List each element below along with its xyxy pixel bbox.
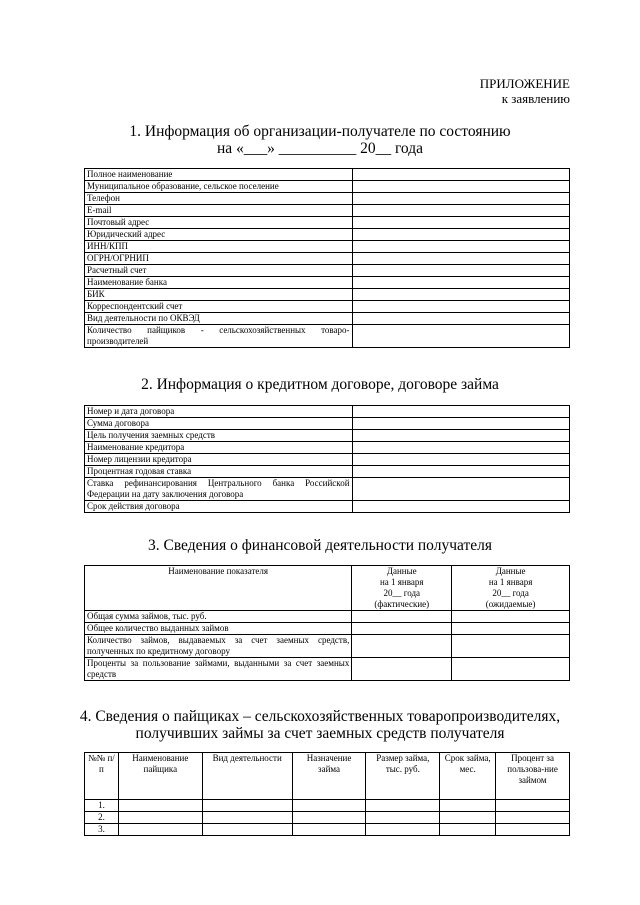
table-row: Наименование банка — [85, 277, 570, 289]
value-cell[interactable] — [292, 812, 366, 824]
table-row: Расчетный счет — [85, 265, 570, 277]
shareholders-table — [84, 752, 570, 836]
table-row: Корреспондентский счет — [85, 301, 570, 313]
table-row: Номер лицензии кредитора — [85, 454, 570, 466]
table-row: Срок действия договора — [85, 501, 570, 513]
value-cell[interactable] — [352, 478, 569, 501]
value-cell[interactable] — [452, 611, 570, 623]
value-cell[interactable] — [352, 277, 569, 289]
header-actual: Данные на 1 января 20__ года (фактические) — [352, 566, 452, 611]
value-cell[interactable] — [352, 253, 569, 265]
header-interest: Процент за пользова-ние займом — [496, 753, 570, 800]
value-cell[interactable] — [452, 635, 570, 658]
header-activity: Вид деятельности — [202, 753, 292, 800]
value-cell[interactable] — [496, 812, 570, 824]
header-term: Срок займа, мес. — [440, 753, 496, 800]
table-row: Цель получения заемных средств — [85, 430, 570, 442]
value-cell[interactable] — [352, 406, 569, 418]
value-cell[interactable] — [440, 812, 496, 824]
header-purpose: Назначение займа — [292, 753, 366, 800]
table-row: Телефон — [85, 193, 570, 205]
organization-info-table — [84, 168, 570, 348]
table-row: Общее количество выданных займов — [85, 623, 570, 635]
table-row: E-mail — [85, 205, 570, 217]
table-row: Муниципальное образование, сельское поселение — [85, 181, 570, 193]
table-row: Почтовый адрес — [85, 217, 570, 229]
table-row: Сумма договора — [85, 418, 570, 430]
value-cell[interactable] — [352, 635, 452, 658]
value-cell[interactable] — [352, 205, 569, 217]
table-row: БИК — [85, 289, 570, 301]
value-cell[interactable] — [352, 442, 569, 454]
value-cell[interactable] — [352, 229, 569, 241]
table-row: Общая сумма займов, тыс. руб. — [85, 611, 570, 623]
value-cell[interactable] — [118, 812, 202, 824]
table-row: 3. — [85, 824, 570, 836]
value-cell[interactable] — [452, 658, 570, 681]
header-number: №№ п/п — [85, 753, 119, 800]
value-cell[interactable] — [366, 800, 440, 812]
table-row: Полное наименование — [85, 169, 570, 181]
value-cell[interactable] — [352, 241, 569, 253]
value-cell[interactable] — [352, 454, 569, 466]
table-header-row — [85, 566, 570, 611]
section3-title: 3. Сведения о финансовой деятельности получателя — [147, 537, 493, 554]
value-cell[interactable] — [352, 611, 452, 623]
financial-activity-table — [84, 565, 570, 681]
value-cell[interactable] — [118, 824, 202, 836]
value-cell[interactable] — [292, 824, 366, 836]
header-indicator: Наименование показателя — [85, 566, 352, 611]
section2-title: 2. Информация о кредитном договоре, договоре займа — [141, 376, 499, 393]
header-expected: Данные на 1 января 20__ года (ожидаемые) — [452, 566, 570, 611]
value-cell[interactable] — [366, 812, 440, 824]
value-cell[interactable] — [352, 265, 569, 277]
value-cell[interactable] — [352, 217, 569, 229]
table-row: Проценты за пользование займами, выданными за счет заемных средств — [85, 658, 570, 681]
value-cell[interactable] — [352, 289, 569, 301]
value-cell[interactable] — [496, 824, 570, 836]
value-cell[interactable] — [352, 181, 569, 193]
section4-title: 4. Сведения о пайщиках – сельскохозяйственных товаропроизводителях, получивших займы за счет заемных средств получателя — [79, 708, 561, 742]
table-row: Юридический адрес — [85, 229, 570, 241]
section1-title: 1. Информация об организации-получателе по состоянию на «___» __________ 20__ года — [129, 123, 511, 157]
value-cell[interactable] — [366, 824, 440, 836]
value-cell[interactable] — [118, 800, 202, 812]
value-cell[interactable] — [202, 800, 292, 812]
table-row: 1. — [85, 800, 570, 812]
value-cell[interactable] — [352, 418, 569, 430]
value-cell[interactable] — [440, 824, 496, 836]
table-row: Процентная годовая ставка — [85, 466, 570, 478]
value-cell[interactable] — [440, 800, 496, 812]
table-row: 2. — [85, 812, 570, 824]
value-cell[interactable] — [292, 800, 366, 812]
value-cell[interactable] — [352, 623, 452, 635]
value-cell[interactable] — [352, 301, 569, 313]
table-row: Количество займов, выдаваемых за счет заемных средств, полученных по кредитному договору — [85, 635, 570, 658]
value-cell[interactable] — [496, 800, 570, 812]
value-cell[interactable] — [352, 658, 452, 681]
header-name: Наименование пайщика — [118, 753, 202, 800]
table-header-row — [85, 753, 570, 800]
value-cell[interactable] — [452, 623, 570, 635]
value-cell[interactable] — [352, 169, 569, 181]
credit-agreement-table — [84, 405, 570, 513]
table-row: Вид деятельности по ОКВЭД — [85, 313, 570, 325]
value-cell[interactable] — [352, 325, 569, 348]
header-amount: Размер займа, тыс. руб. — [366, 753, 440, 800]
appendix-subtitle: к заявлению — [501, 91, 570, 106]
table-row: Наименование кредитора — [85, 442, 570, 454]
table-row: Ставка рефинансирования Центрального банка Российской Федерации на дату заключения договора — [85, 478, 570, 501]
value-cell[interactable] — [202, 824, 292, 836]
value-cell[interactable] — [352, 501, 569, 513]
appendix-header — [480, 76, 570, 106]
value-cell[interactable] — [202, 812, 292, 824]
table-row: Номер и дата договора — [85, 406, 570, 418]
table-row: Количество пайщиков - сельскохозяйственных товаро-производителей — [85, 325, 570, 348]
value-cell[interactable] — [352, 193, 569, 205]
value-cell[interactable] — [352, 313, 569, 325]
table-row: ОГРН/ОГРНИП — [85, 253, 570, 265]
table-row: ИНН/КПП — [85, 241, 570, 253]
value-cell[interactable] — [352, 430, 569, 442]
appendix-title: ПРИЛОЖЕНИЕ — [479, 76, 570, 91]
value-cell[interactable] — [352, 466, 569, 478]
